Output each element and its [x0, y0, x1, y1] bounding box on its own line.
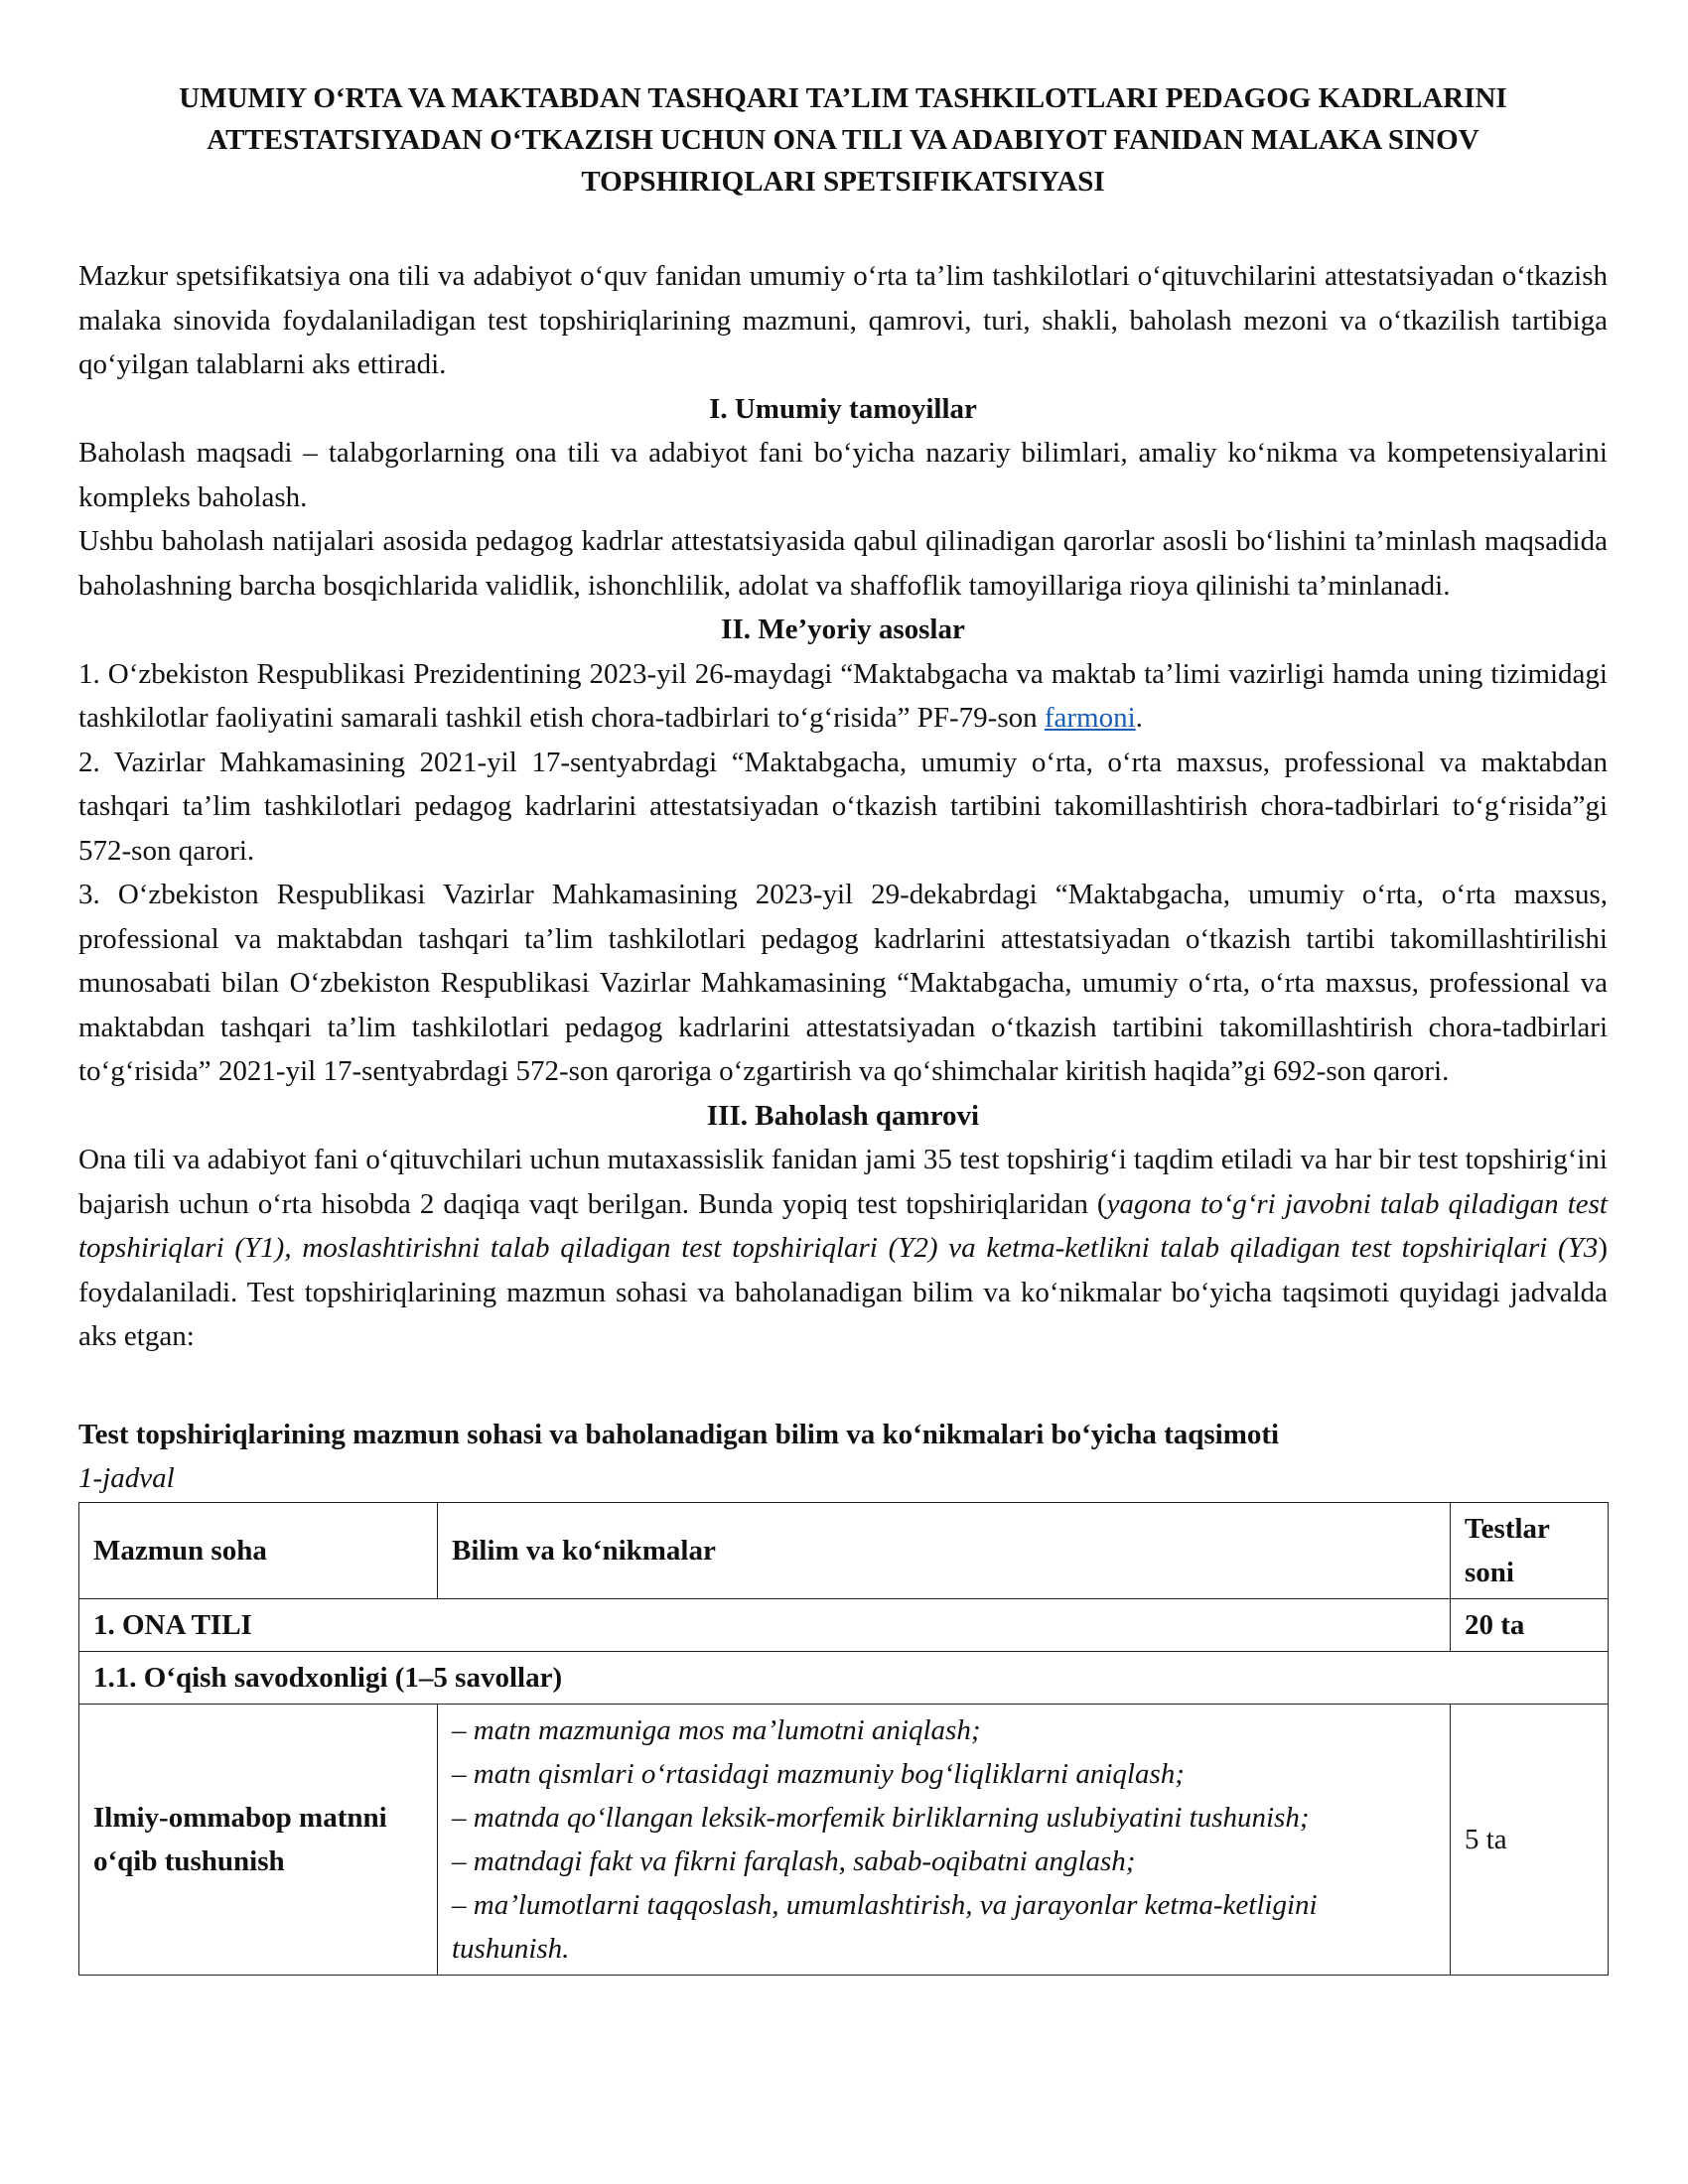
table-section-row	[79, 1598, 1609, 1651]
legal-basis-item-1	[78, 652, 1608, 741]
distribution-table	[78, 1502, 1609, 1976]
test-count-cell: 5 ta	[1451, 1704, 1609, 1975]
principles-paragraph-1: Baholash maqsadi – talabgorlarning ona tili va adabiyot fani bo‘yicha nazariy bilimlari, amaliy ko‘nikma va kompetensiyalarini kompleks baholash.	[78, 437, 1608, 513]
header-content-area: Mazmun soha	[79, 1502, 438, 1598]
header-test-count: Testlar soni	[1451, 1502, 1609, 1598]
scope-text-italic: yagona to‘g‘ri javobni talab qiladigan test topshiriqlari (Y1), moslashtirishni talab qiladigan test topshiriqlari (Y2) va ketma-ketlikni talab qiladigan test topshiriqlari (Y3	[78, 1187, 1608, 1264]
table-subsection-row	[79, 1651, 1609, 1704]
skill-item: – matnda qo‘llangan leksik-morfemik birliklarning uslubiyatini tushunish;	[452, 1801, 1310, 1834]
intro-paragraph: Mazkur spetsifikatsiya ona tili va adabiyot o‘quv fanidan umumiy o‘rta ta’lim tashkilotlari o‘qituvchilarini attestatsiyadan o‘tkazish malaka sinovida foydalaniladigan test topshiriqlarining mazmuni, qamrovi, turi, shakli, baholash mezoni va o‘tkazilish tartibiga qo‘yilgan talablarni aks ettiradi.	[78, 260, 1608, 380]
document-title: UMUMIY O‘RTA VA MAKTABDAN TASHQARI TA’LIM TASHKILOTLARI PEDAGOG KADRLARINI ATTESTATSIYADAN O‘TKAZISH UCHUN ONA TILI VA ADABIYOT FANIDAN MALAKA SINOV TOPSHIRIQLARI SPETSIFIKATSIYASI	[179, 82, 1507, 198]
decree-link[interactable]: farmoni	[1044, 702, 1136, 734]
subsection-name: 1.1. O‘qish savodxonligi (1–5 savollar)	[79, 1651, 1609, 1704]
skill-item: – matn mazmuniga mos ma’lumotni aniqlash;	[452, 1713, 981, 1746]
principles-paragraph-2: Ushbu baholash natijalari asosida pedagog kadrlar attestatsiyasida qabul qilinadigan qarorlar asosli bo‘lishini ta’minlash maqsadida baholashning barcha bosqichlarida validlik, ishonchlilik, adolat va shaffoflik tamoyillariga rioya qilinishi ta’minlanadi.	[78, 525, 1608, 602]
legal-basis-item-1-text: 1. O‘zbekiston Respublikasi Prezidentining 2023-yil 26-maydagi “Maktabgacha va maktab ta’limi vazirligi hamda uning tizimidagi tashkilotlar faoliyatini samarali tashkil etish chora-tadbirlari to‘g‘risida” PF-79-son	[78, 657, 1608, 734]
scope-paragraph	[78, 1138, 1608, 1359]
section-heading-legal-basis: II. Me’yoriy asoslar	[721, 614, 965, 645]
skills-cell	[438, 1704, 1451, 1975]
header-skills: Bilim va ko‘nikmalar	[438, 1502, 1451, 1598]
table-title: Test topshiriqlarining mazmun sohasi va baholanadigan bilim va ko‘nikmalari bo‘yicha taqsimoti	[78, 1418, 1280, 1450]
document-page	[78, 77, 1608, 1976]
content-area-cell: Ilmiy-ommabop matnni o‘qib tushunish	[79, 1704, 438, 1975]
section-name: 1. ONA TILI	[79, 1598, 1451, 1651]
skill-item: – matn qismlari o‘rtasidagi mazmuniy bog‘liqliklarni aniqlash;	[452, 1757, 1185, 1790]
legal-basis-item-3: 3. O‘zbekiston Respublikasi Vazirlar Mahkamasining 2023-yil 29-dekabrdagi “Maktabgacha, umumiy o‘rta, o‘rta maxsus, professional va maktabdan tashqari ta’lim tashkilotlari pedagog kadrlarini attestatsiyadan o‘tkazish tartibi takomillashtirilishi munosabati bilan O‘zbekiston Respublikasi Vazirlar Mahkamasining “Maktabgacha, umumiy o‘rta, o‘rta maxsus, professional va maktabdan tashqari ta’lim tashkilotlari pedagog kadrlarini attestatsiyadan o‘tkazish tartibini takomillashtirish chora-tadbirlari to‘g‘risida” 2021-yil 17-sentyabrdagi 572-son qaroriga o‘zgartirish va qo‘shimchalar kiritish haqida”gi 692-son qarori.	[78, 879, 1608, 1087]
section-heading-scope: III. Baholash qamrovi	[706, 1099, 980, 1132]
section-count: 20 ta	[1451, 1598, 1609, 1651]
table-header-row	[79, 1502, 1609, 1598]
section-heading-principles: I. Umumiy tamoyillar	[709, 392, 977, 425]
table-label: 1-jadval	[78, 1461, 175, 1494]
table-row	[79, 1704, 1609, 1975]
skill-item: – ma’lumotlarni taqqoslash, umumlashtirish, va jarayonlar ketma-ketligini tushunish.	[452, 1888, 1318, 1965]
legal-basis-item-1-end: .	[1135, 702, 1143, 734]
scope-text-end: ) foydalaniladi. Test topshiriqlarining mazmun sohasi va baholanadigan bilim va ko‘nikmalar bo‘yicha taqsimoti quyidagi jadvalda aks etgan:	[78, 1232, 1608, 1352]
skill-item: – matndagi fakt va fikrni farqlash, sabab-oqibatni anglash;	[452, 1844, 1136, 1877]
scope-text-start: Ona tili va adabiyot fani o‘qituvchilari uchun mutaxassislik fanidan jami 35 test topshirig‘i taqdim etiladi va har bir test topshirig‘ini bajarish uchun o‘rta hisobda 2 daqiqa vaqt berilgan. Bunda yopiq test topshiriqlaridan (	[78, 1144, 1608, 1220]
legal-basis-item-2: 2. Vazirlar Mahkamasining 2021-yil 17-sentyabrdagi “Maktabgacha, umumiy o‘rta, o‘rta maxsus, professional va maktabdan tashqari ta’lim tashkilotlari pedagog kadrlarini attestatsiyadan o‘tkazish tartibini takomillashtirish chora-tadbirlari to‘g‘risida”gi 572-son qarori.	[78, 746, 1608, 867]
